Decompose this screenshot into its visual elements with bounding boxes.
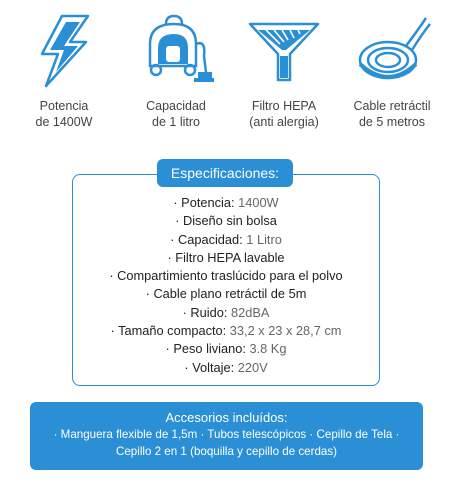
feature-power — [14, 10, 114, 130]
accessories-title: Accesorios incluídos: — [165, 410, 288, 425]
lightning-bolt-icon — [24, 10, 104, 90]
accessories-banner — [30, 402, 423, 470]
spec-item: · Ruido: 82dBA — [182, 304, 270, 320]
spec-item: · Tamaño compacto: 33,2 x 23 x 28,7 cm — [110, 323, 342, 339]
spec-item: · Capacidad: 1 Litro — [170, 231, 282, 247]
spec-item: · Filtro HEPA lavable — [167, 249, 285, 265]
vacuum-cleaner-icon — [136, 10, 216, 90]
feature-caption: Filtro HEPA (anti alergia) — [249, 99, 319, 129]
spec-item: · Diseño sin bolsa — [175, 213, 277, 229]
feature-capacity — [126, 10, 226, 130]
coiled-cable-icon — [352, 10, 432, 90]
accessories-line: Cepillo 2 en 1 (boquilla y cepillo de cerdas) — [115, 445, 338, 458]
feature-cable — [342, 10, 442, 130]
feature-caption: Capacidad de 1 litro — [146, 99, 206, 129]
spec-item: · Potencia: 1400W — [173, 195, 279, 210]
specifications-list — [72, 194, 380, 377]
accessories-line: · Manguera flexible de 1,5m · Tubos telescópicos · Cepillo de Tela · — [53, 428, 400, 441]
specifications-title: Especificaciones: — [157, 159, 293, 187]
feature-caption: Cable retráctil de 5 metros — [353, 99, 431, 129]
hepa-filter-funnel-icon — [244, 10, 324, 90]
feature-filter — [234, 10, 334, 130]
spec-item: · Compartimiento traslúcido para el polvo — [109, 268, 343, 284]
spec-item: · Peso liviano: 3.8 Kg — [165, 341, 287, 357]
spec-item: · Cable plano retráctil de 5m — [145, 286, 307, 302]
feature-caption: Potencia de 1400W — [35, 99, 93, 129]
spec-item: · Voltaje: 220V — [184, 359, 268, 375]
